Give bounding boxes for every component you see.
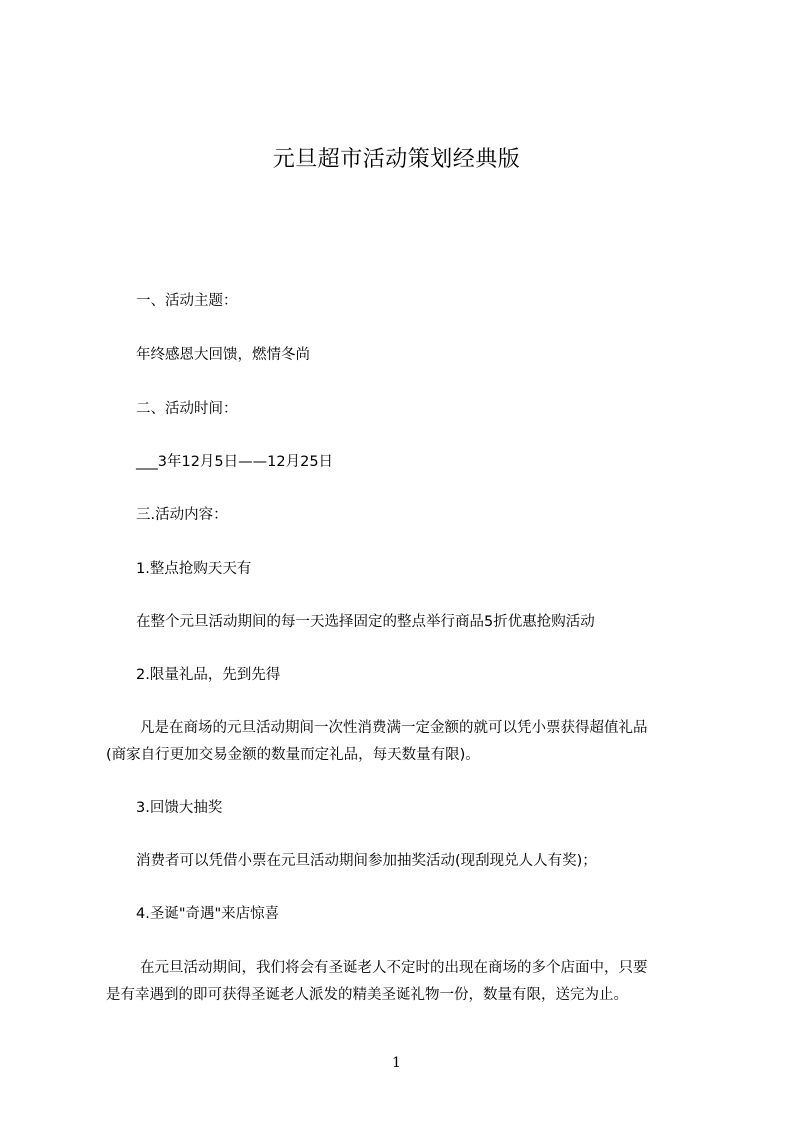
item2-text-line1: 凡是在商场的元旦活动期间一次性消费满一定金额的就可以凭小票获得超值礼品 [140,720,648,736]
theme-text: 年终感恩大回馈，燃情冬尚 [136,347,310,363]
page-number: 1 [392,1055,401,1071]
item2-heading: 2.限量礼品，先到先得 [136,667,281,683]
item4-text-line1: 在元旦活动期间，我们将会有圣诞老人不定时的出现在商场的多个店面中，只要 [140,960,648,976]
time-heading: 二、活动时间： [136,401,238,417]
item3-text: 消费者可以凭借小票在元旦活动期间参加抽奖活动(现刮现兑人人有奖)； [136,853,597,869]
document-title: 元旦超市活动策划经典版 [272,147,521,172]
item2-text-line2: (商家自行更加交易金额的数量而定礼品，每天数量有限)。 [106,747,480,763]
item3-heading: 3.回馈大抽奖 [136,800,223,816]
item1-text: 在整个元旦活动期间的每一天选择固定的整点举行商品5折优惠抢购活动 [136,614,595,630]
time-text: ___3年12月5日——12月25日 [136,454,334,470]
theme-heading: 一、活动主题： [136,293,238,309]
item4-heading: 4.圣诞"奇遇"来店惊喜 [136,906,280,922]
item4-text-line2: 是有幸遇到的即可获得圣诞老人派发的精美圣诞礼物一份，数量有限，送完为止。 [106,987,628,1003]
item1-heading: 1.整点抢购天天有 [136,561,252,577]
content-heading: 三.活动内容： [136,507,228,523]
